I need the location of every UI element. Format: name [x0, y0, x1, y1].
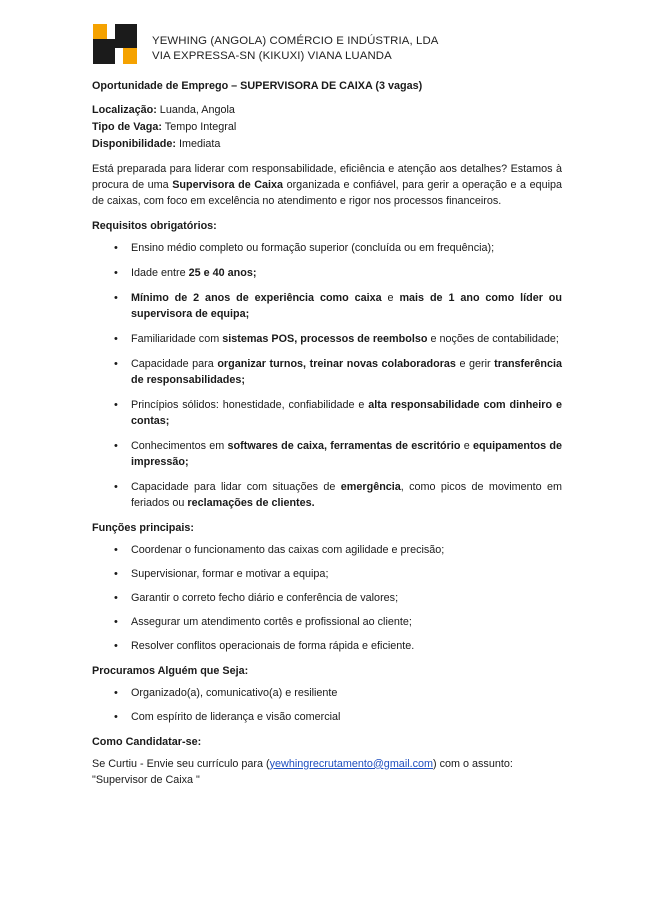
list-item: • Resolver conflitos operacionais de forma rápida e eficiente. [92, 638, 562, 654]
profile-list [92, 685, 562, 725]
item-text: Capacidade para [131, 357, 218, 370]
list-item: • Organizado(a), comunicativo(a) e resiliente [92, 685, 562, 701]
list-item [92, 290, 562, 322]
apply-paragraph [92, 756, 562, 788]
list-item [92, 331, 562, 347]
meta-value: Tempo Integral [162, 121, 237, 133]
list-item: • Supervisionar, formar e motivar a equipa; [92, 566, 562, 582]
profile-title: Procuramos Alguém que Seja: [92, 664, 249, 677]
item-bold: 25 e 40 anos; [188, 266, 257, 279]
item-text: Ensino médio completo ou formação superior (concluída ou em frequência); [131, 241, 495, 254]
list-item: • Assegurar um atendimento cortês e profissional ao cliente; [92, 614, 562, 630]
meta-availability [92, 136, 562, 153]
job-meta [92, 102, 562, 153]
item-text: e gerir [455, 357, 495, 370]
item-bold: Mínimo de 2 anos de experiência como caixa [131, 291, 382, 304]
item-text: Princípios sólidos: honestidade, confiabilidade e [131, 398, 369, 411]
item-bold: emergência [340, 480, 401, 493]
item-bold: mais de 1 ano como líder ou supervisora de equipa; [131, 291, 562, 320]
apply-subject: "Supervisor de Caixa " [92, 773, 200, 786]
item-text: Conhecimentos em [131, 439, 228, 452]
apply-text: ) com o assunto: [433, 757, 513, 770]
item-text: Capacidade para lidar com situações de [131, 480, 341, 493]
item-bold: transferência de responsabilidades; [131, 357, 562, 386]
item-text: e [381, 291, 400, 304]
requirements-title: Requisitos obrigatórios: [92, 219, 217, 232]
list-item [92, 356, 562, 388]
job-posting [92, 78, 562, 788]
apply-text: Se Curtiu - Envie seu currículo para ( [92, 757, 270, 770]
item-bold: softwares de caixa, ferramentas de escritório [227, 439, 461, 452]
letterhead [93, 24, 613, 66]
intro-text: Está preparada para liderar com responsabilidade, eficiência e atenção aos detalhes? Estamos à procura de uma [92, 163, 562, 192]
meta-label: Disponibilidade: [92, 138, 176, 150]
item-bold: sistemas POS, processos de reembolso [222, 332, 428, 345]
functions-list [92, 542, 562, 654]
meta-label: Tipo de Vaga: [92, 121, 162, 133]
meta-value: Imediata [175, 138, 221, 150]
item-bold: alta responsabilidade com dinheiro e contas; [131, 398, 562, 427]
list-item: • Com espírito de liderança e visão comercial [92, 709, 562, 725]
intro-paragraph [92, 161, 562, 210]
meta-type [92, 119, 562, 136]
meta-label: Localização: [92, 104, 157, 116]
intro-bold: Supervisora de Caixa [172, 179, 284, 192]
meta-value: Luanda, Angola [156, 104, 235, 116]
email-link[interactable]: yewhingrecrutamento@gmail.com [269, 757, 434, 770]
meta-location [92, 102, 562, 119]
company-logo-icon [93, 24, 137, 64]
page-title: Oportunidade de Emprego – SUPERVISORA DE CAIXA (3 vagas) [92, 80, 423, 92]
list-item [92, 479, 562, 511]
item-bold: organizar turnos, treinar novas colaboradoras [217, 357, 456, 370]
item-text: e noções de contabilidade; [427, 332, 559, 345]
list-item [92, 438, 562, 470]
list-item [92, 240, 562, 256]
item-text: , como picos de movimento em feriados ou [131, 480, 562, 509]
functions-title: Funções principais: [92, 521, 194, 534]
item-bold: equipamentos de impressão; [131, 439, 562, 468]
list-item: • Coordenar o funcionamento das caixas com agilidade e precisão; [92, 542, 562, 558]
requirements-list [92, 240, 562, 511]
apply-title: Como Candidatar-se: [92, 735, 202, 748]
list-item: • Garantir o correto fecho diário e conferência de valores; [92, 590, 562, 606]
item-text: Idade entre [131, 266, 189, 279]
company-address: VIA EXPRESSA-SN (KIKUXI) VIANA LUANDA [152, 50, 392, 62]
intro-text: organizada e confiável, para gerir a operação e a equipa de caixas, com foco em excelência no atendimento e rigor nos processos financeiros. [92, 179, 562, 208]
company-name: YEWHING (ANGOLA) COMÉRCIO E INDÚSTRIA, LDA [152, 35, 439, 47]
list-item [92, 397, 562, 429]
item-text: Familiaridade com [131, 332, 223, 345]
item-bold: reclamações de clientes. [187, 496, 315, 509]
item-text: e [460, 439, 473, 452]
company-info [152, 34, 438, 64]
list-item [92, 265, 562, 281]
